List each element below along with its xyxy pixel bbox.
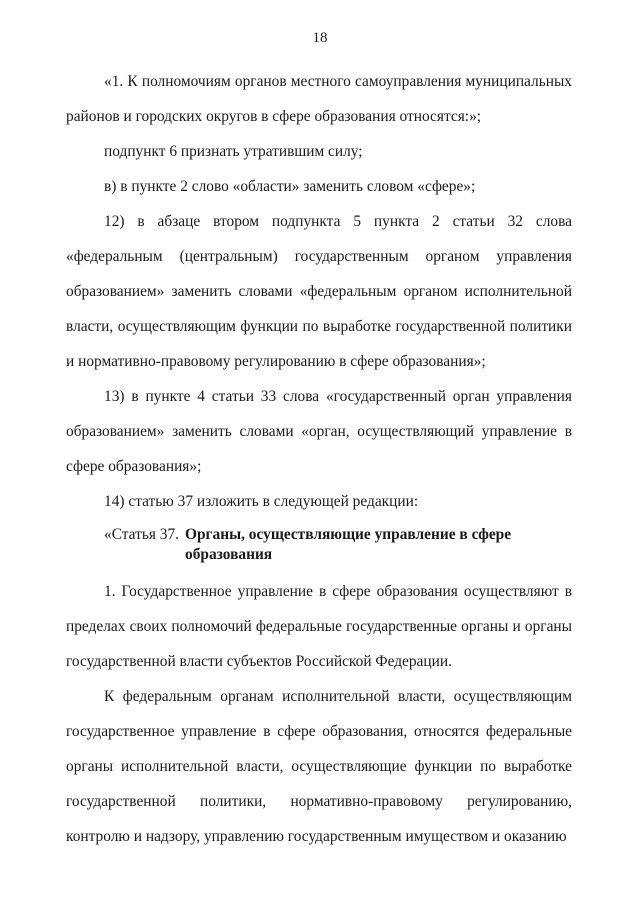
article-paragraph-2: К федеральным органам исполнительной власти, осуществляющим государственное управление в сфере образования, относятся федеральные органы исполнительной власти, осуществляющие функции по выработке государственной политики, нормативно-правовому регулированию, контролю и надзору, управлению государственным имуществом и оказанию	[66, 688, 572, 845]
article-title: Органы, осуществляющие управление в сфере образования	[185, 526, 512, 563]
paragraph-2: подпункт 6 признать утратившим силу;	[104, 143, 363, 160]
paragraph-5: 13) в пункте 4 статьи 33 слова «государственный орган управления образованием» заменить словами «орган, осуществляющий управление в сфере образования»;	[66, 388, 572, 475]
document-body	[66, 64, 572, 854]
paragraph-3: в) в пункте 2 слово «области» заменить словом «сфере»;	[104, 178, 476, 195]
paragraph-6: 14) статью 37 изложить в следующей редакции:	[104, 493, 419, 510]
article-paragraph-1: 1. Государственное управление в сфере образования осуществляют в пределах своих полномочий федеральные государственные органы и органы государственной власти субъектов Российской Федерации.	[66, 583, 572, 670]
paragraph-4: 12) в абзаце втором подпункта 5 пункта 2 статьи 32 слова «федеральным (центральным) государственным органом управления образованием» заменить словами «федеральным органом исполнительной власти, осуществляющим функции по выработке государственной политики и нормативно-правовому регулированию в сфере образования»;	[66, 213, 572, 370]
page-number: 18	[312, 30, 328, 46]
article-heading	[66, 519, 572, 574]
paragraph-1: «1. К полномочиям органов местного самоуправления муниципальных районов и городских округов в сфере образования относятся:»;	[66, 73, 572, 125]
article-label: «Статья 37.	[104, 526, 180, 543]
